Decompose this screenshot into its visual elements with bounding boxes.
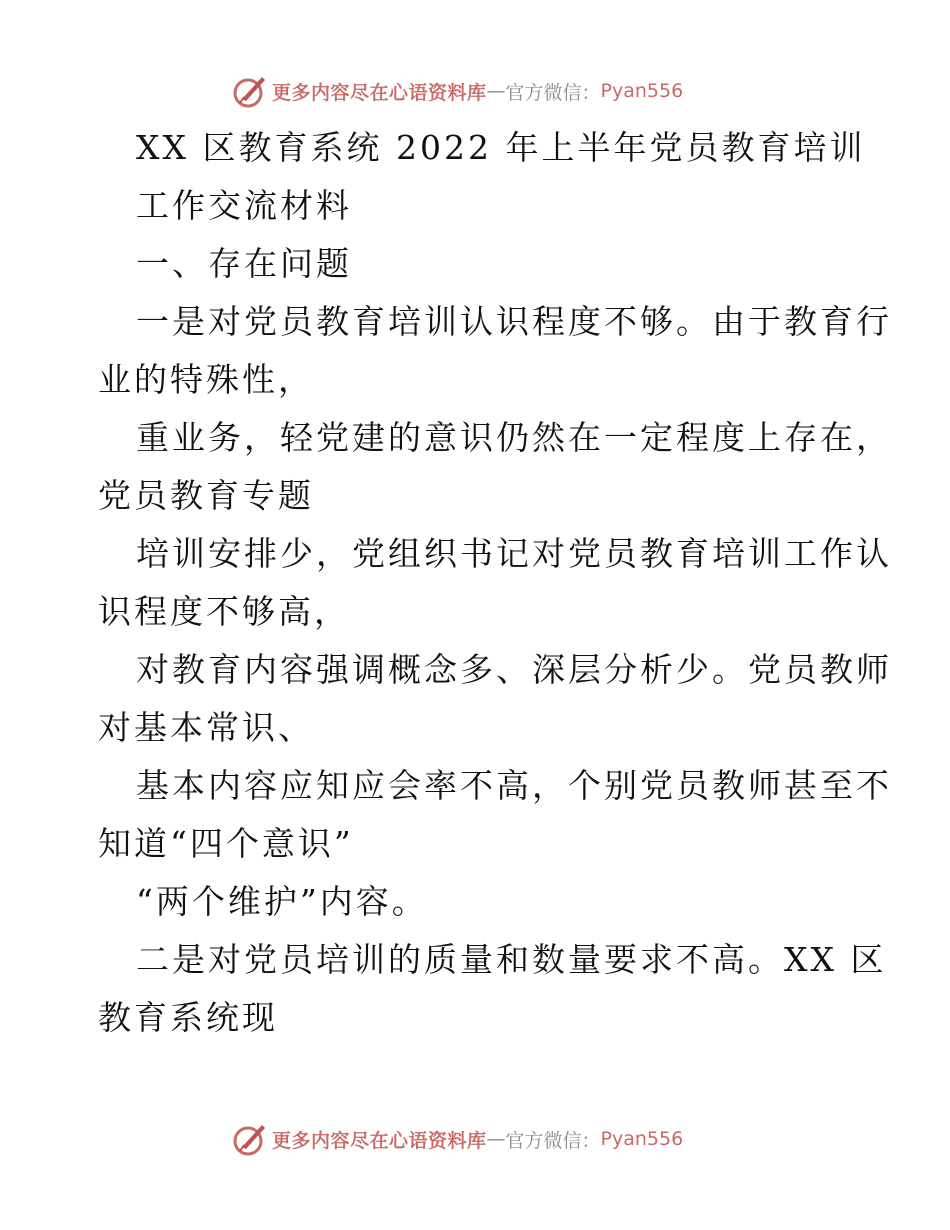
paragraph-line: “两个维护”内容。 bbox=[136, 882, 428, 921]
document-title-line1: XX 区教育系统 2022 年上半年党员教育培训 bbox=[136, 128, 866, 167]
header-watermark bbox=[232, 71, 683, 111]
watermark-contact-label: 官方微信： bbox=[505, 1129, 601, 1152]
watermark-contact-id: Pyan556 bbox=[600, 80, 684, 102]
watermark-contact-label: 官方微信： bbox=[505, 81, 601, 104]
paragraph-line: 培训安排少，党组织书记对党员教育培训工作认 bbox=[136, 534, 892, 573]
watermark-separator: — bbox=[486, 80, 506, 102]
paragraph-line: 基本内容应知应会率不高，个别党员教师甚至不 bbox=[136, 766, 892, 805]
watermark-brand-text: 更多内容尽在心语资料库 bbox=[272, 1129, 487, 1152]
paragraph-line: 对基本常识、 bbox=[98, 708, 314, 747]
document-title-line2: 工作交流材料 bbox=[136, 186, 352, 225]
watermark-brand-text: 更多内容尽在心语资料库 bbox=[272, 81, 487, 104]
paragraph-line: 教育系统现 bbox=[98, 998, 278, 1037]
footer-watermark bbox=[232, 1119, 683, 1159]
section-heading: 一、存在问题 bbox=[136, 244, 352, 283]
paragraph-line: 对教育内容强调概念多、深层分析少。党员教师 bbox=[136, 650, 892, 689]
quill-logo-icon bbox=[232, 73, 268, 109]
paragraph-line: 一是对党员教育培训认识程度不够。由于教育行 bbox=[136, 302, 892, 341]
paragraph-line: 知道“四个意识” bbox=[98, 824, 354, 863]
watermark-contact-id: Pyan556 bbox=[600, 1128, 684, 1150]
watermark-separator: — bbox=[486, 1128, 506, 1150]
paragraph-line: 二是对党员培训的质量和数量要求不高。XX 区 bbox=[136, 940, 887, 979]
paragraph-line: 识程度不够高， bbox=[98, 592, 350, 631]
paragraph-line: 党员教育专题 bbox=[98, 476, 314, 515]
paragraph-line: 业的特殊性， bbox=[98, 360, 314, 399]
quill-logo-icon bbox=[232, 1121, 268, 1157]
paragraph-line: 重业务，轻党建的意识仍然在一定程度上存在， bbox=[136, 418, 892, 457]
